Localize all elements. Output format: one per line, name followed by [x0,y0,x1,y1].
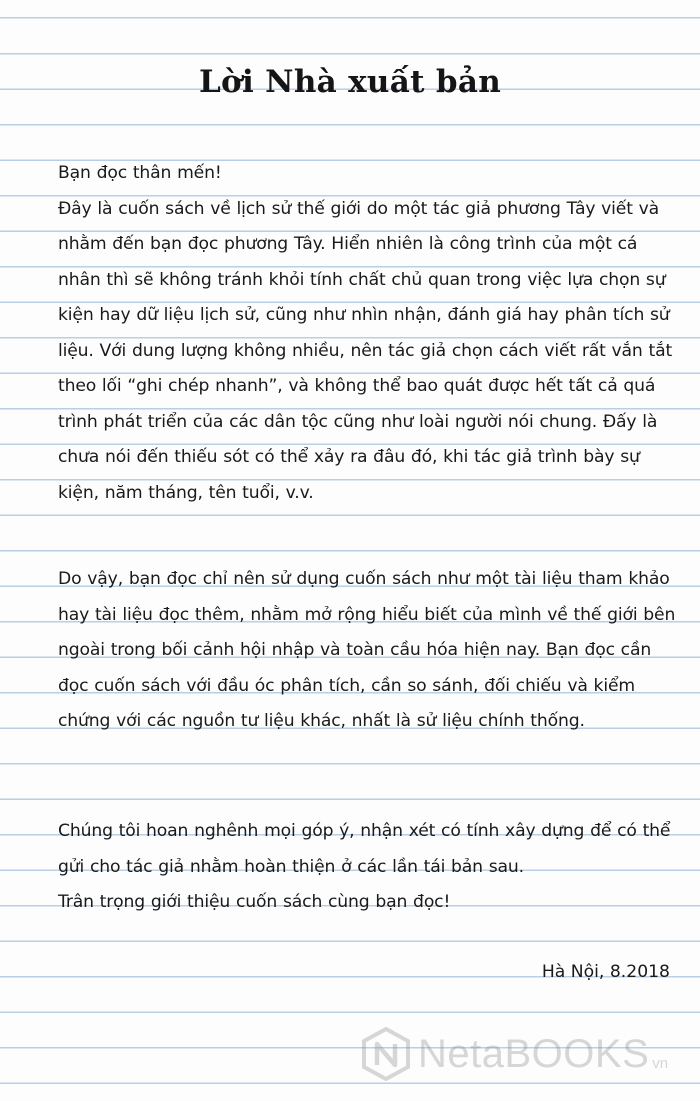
signature: Hà Nội, 8.2018 [541,962,670,982]
greeting-and-first-paragraph [58,156,678,511]
page-title: Lời Nhà xuất bản [198,64,502,100]
watermark [362,1022,668,1086]
paragraph-2-block [58,562,678,740]
paragraph-2: Do vậy, bạn đọc chỉ nên sử dụng cuốn sách như một tài liệu tham khảo hay tài liệu đọc thêm, nhằm mở rộng hiểu biết của mình về thế giới bên ngoài trong bối cảnh hội nhập và toàn cầu hóa hiện nay. Bạn đọc cần đọc cuốn sách với đầu óc phân tích, cần so sánh, đối chiếu và kiểm chứng với các nguồn tư liệu khác, nhất là sử liệu chính thống. [58,569,676,731]
netabooks-logo-icon [362,1027,410,1081]
watermark-text: NetaBOOKS [418,1031,650,1076]
paragraph-1: Đây là cuốn sách về lịch sử thế giới do một tác giả phương Tây viết và nhằm đến bạn đọc phương Tây. Hiển nhiên là công trình của một cá nhân thì sẽ không tránh khỏi tính chất chủ quan trong việc lựa chọn sự kiện hay dữ liệu lịch sử, cũng như nhìn nhận, đánh giá hay phân tích sử liệu. Với dung lượng không nhiều, nên tác giả chọn cách viết rất vắn tắt theo lối “ghi chép nhanh”, và không thể bao quát được hết tất cả quá trình phát triển của các dân tộc cũng như loài người nói chung. Đấy là chưa nói đến thiếu sót có thể xảy ra đâu đó, khi tác giả trình bày sự kiện, năm tháng, tên tuổi, v.v. [58,198,673,503]
closing-block [58,814,678,921]
paragraph-4: Trân trọng giới thiệu cuốn sách cùng bạn đọc! [58,892,451,912]
watermark-suffix: vn [652,1055,669,1072]
paragraph-3: Chúng tôi hoan nghênh mọi góp ý, nhận xét có tính xây dựng để có thể gửi cho tác giả nhằm hoàn thiện ở các lần tái bản sau. [58,821,671,877]
greeting: Bạn đọc thân mến! [58,163,222,183]
